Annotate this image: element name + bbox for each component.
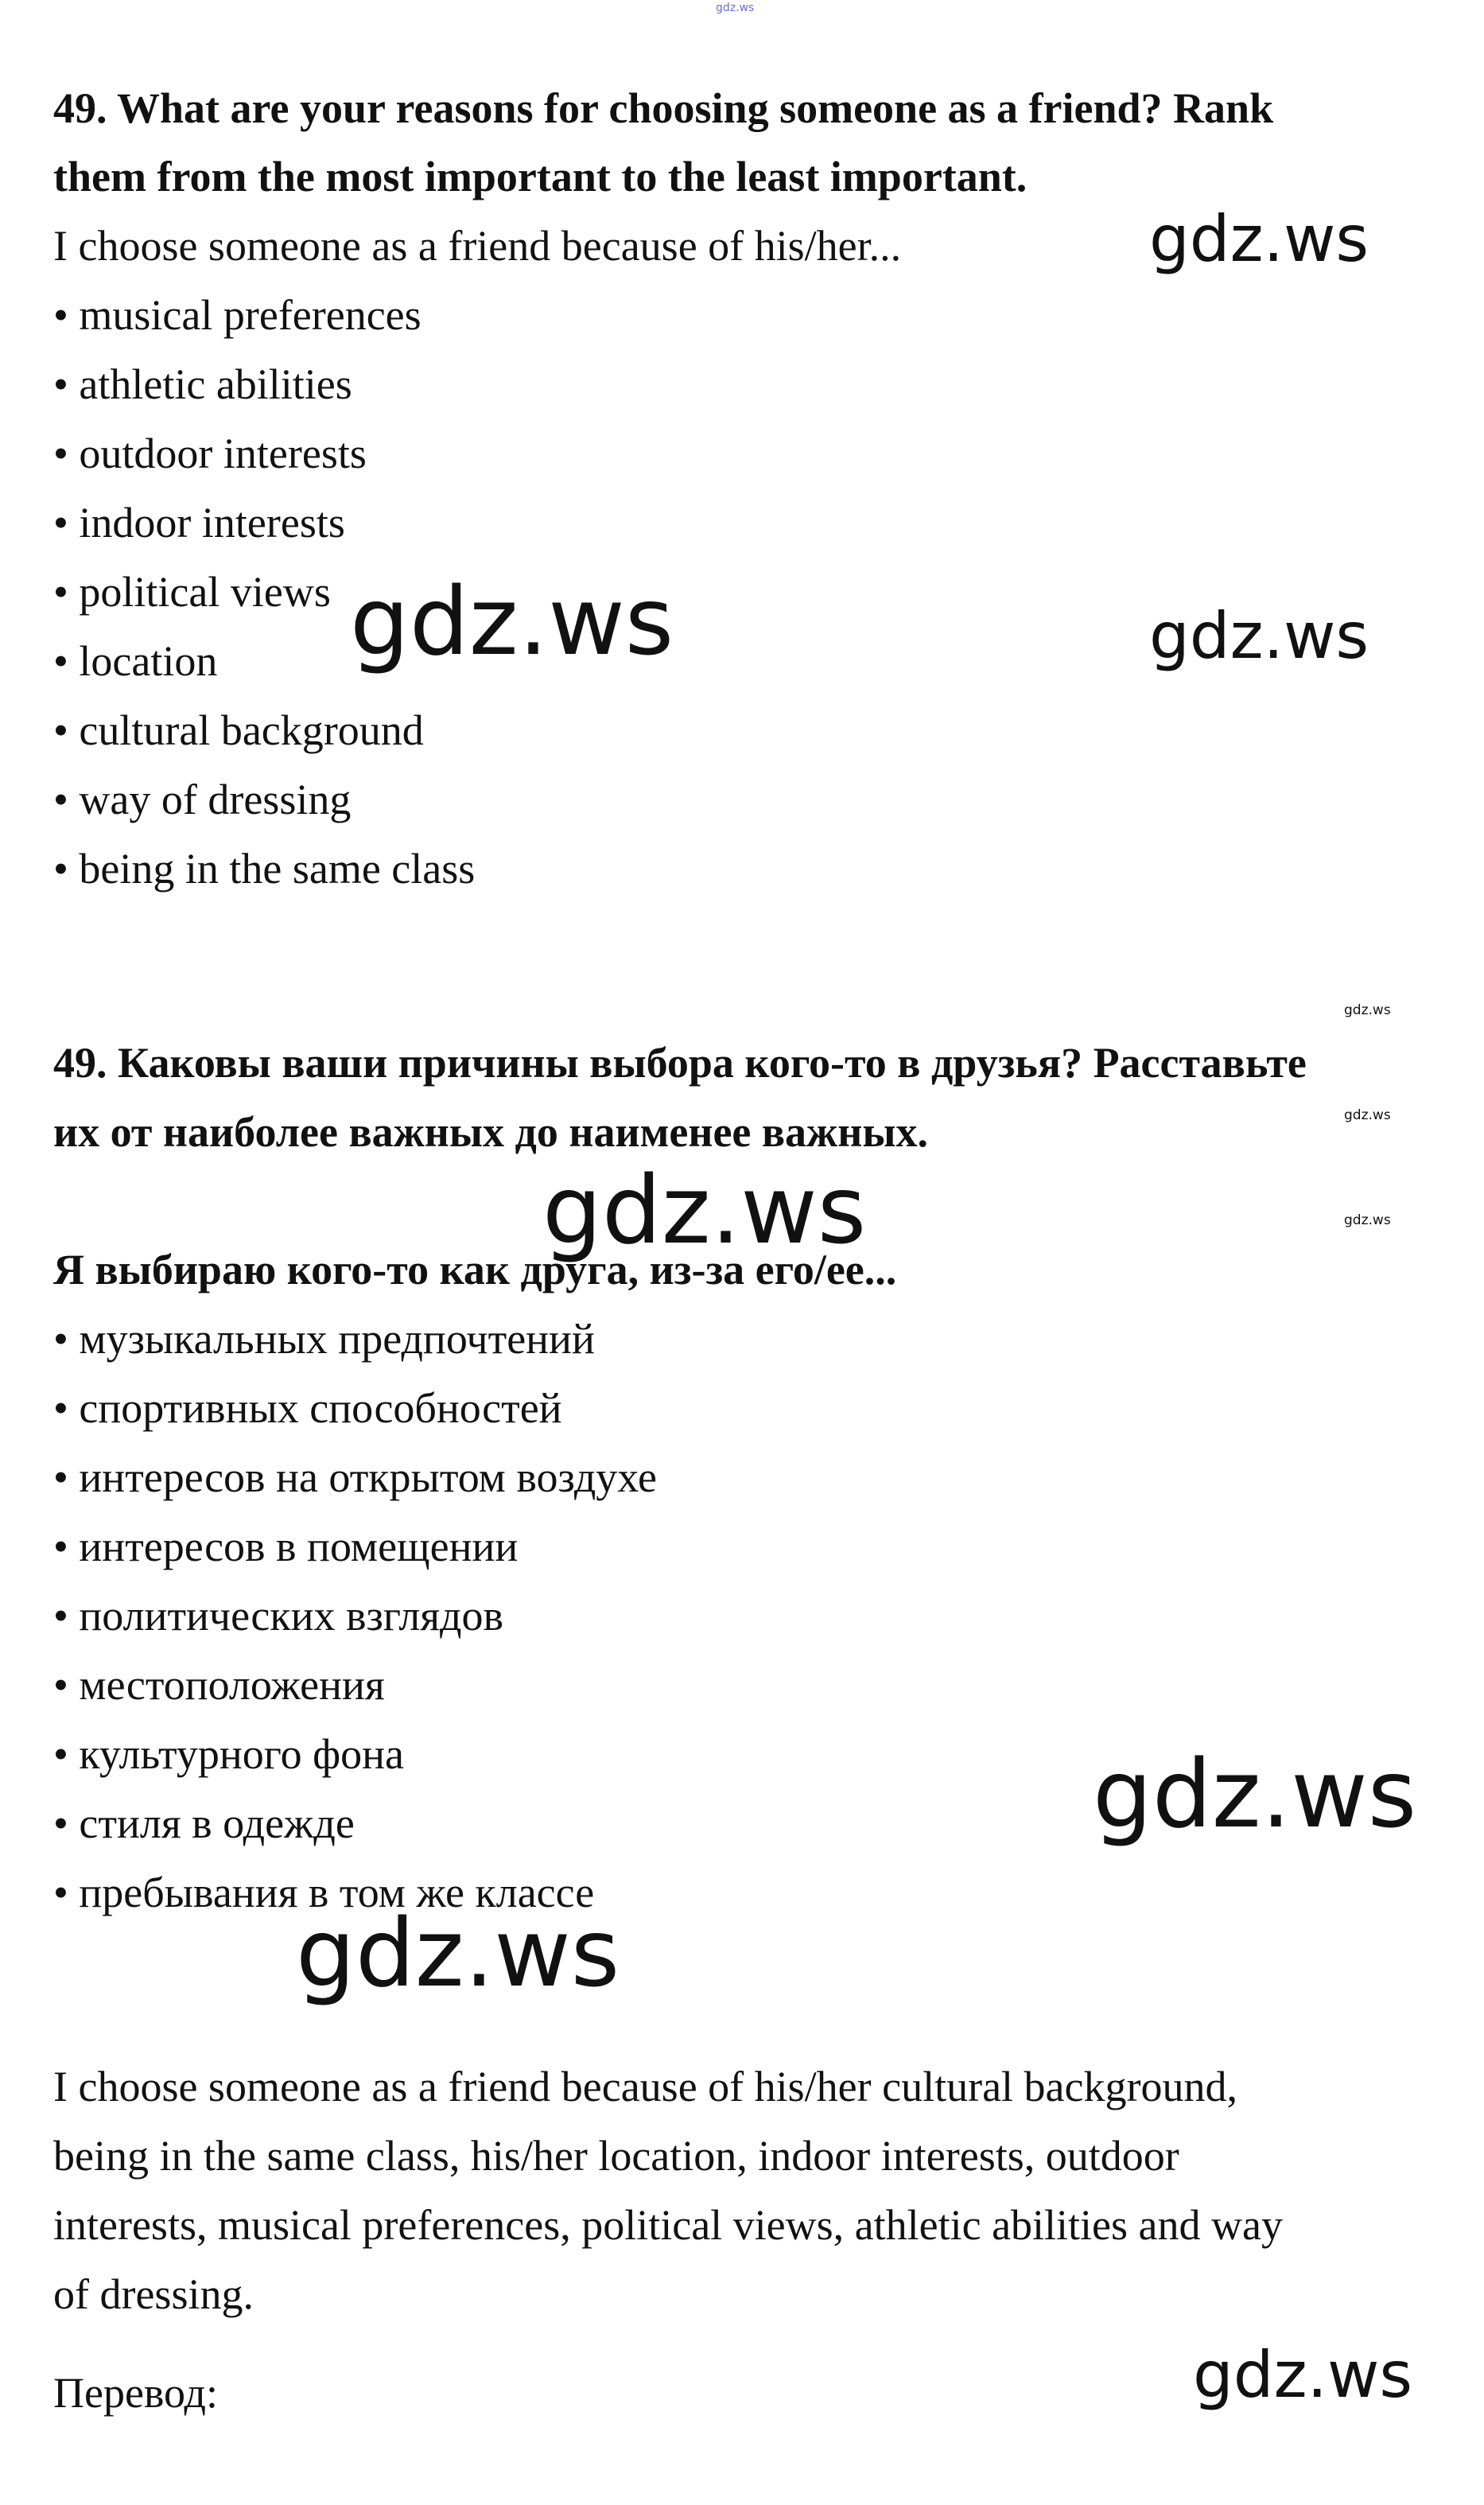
watermark: gdz.ws [350,566,674,676]
exercise-intro-ru: Я выбираю кого-то как друга, из-за его/ее... [53,1246,897,1293]
list-item: • way of dressing [53,776,352,823]
watermark: gdz.ws [1344,1107,1391,1123]
list-item: • athletic abilities [53,360,352,408]
watermark: gdz.ws [1149,202,1369,276]
list-item: • культурного фона [53,1730,404,1778]
answer-line: interests, musical preferences, political views, athletic abilities and way [53,2201,1283,2249]
list-item: • location [53,637,218,685]
top-watermark: gdz.ws [716,2,755,14]
answer-line: being in the same class, his/her location, indoor interests, outdoor [53,2132,1179,2180]
list-item: • musical preferences [53,291,422,339]
watermark: gdz.ws [1344,1212,1391,1228]
watermark: gdz.ws [296,1898,620,2008]
list-item: • outdoor interests [53,430,367,477]
list-item: • political views [53,568,331,616]
exercise-heading-en-line2: them from the most important to the least important. [53,153,1028,200]
watermark: gdz.ws [1193,2338,1413,2412]
list-item: • стиля в одежде [53,1799,355,1847]
exercise-heading-en-line1: 49. What are your reasons for choosing someone as a friend? Rank [53,84,1274,132]
list-item: • cultural background [53,706,424,754]
watermark: gdz.ws [1344,1002,1391,1018]
list-item: • местоположения [53,1661,385,1709]
exercise-heading-ru-line1: 49. Каковы ваши причины выбора кого-то в друзья? Расставьте [53,1039,1307,1087]
translation-label: Перевод: [53,2369,218,2417]
list-item: • спортивных способностей [53,1384,562,1432]
list-item: • музыкальных предпочтений [53,1315,595,1363]
list-item: • пребывания в том же классе [53,1869,595,1916]
list-item: • интересов на открытом воздухе [53,1453,657,1501]
list-item: • indoor interests [53,499,345,547]
watermark: gdz.ws [1149,599,1369,673]
list-item: • being in the same class [53,845,476,893]
watermark: gdz.ws [1093,1739,1417,1849]
exercise-intro-en: I choose someone as a friend because of his/her... [53,222,902,270]
list-item: • политических взглядов [53,1592,503,1640]
answer-line: I choose someone as a friend because of his/her cultural background, [53,2063,1237,2110]
answer-line: of dressing. [53,2270,254,2318]
exercise-heading-ru-line2: их от наиболее важных до наименее важных. [53,1108,928,1156]
watermark: gdz.ws [542,1155,867,1265]
list-item: • интересов в помещении [53,1523,519,1570]
